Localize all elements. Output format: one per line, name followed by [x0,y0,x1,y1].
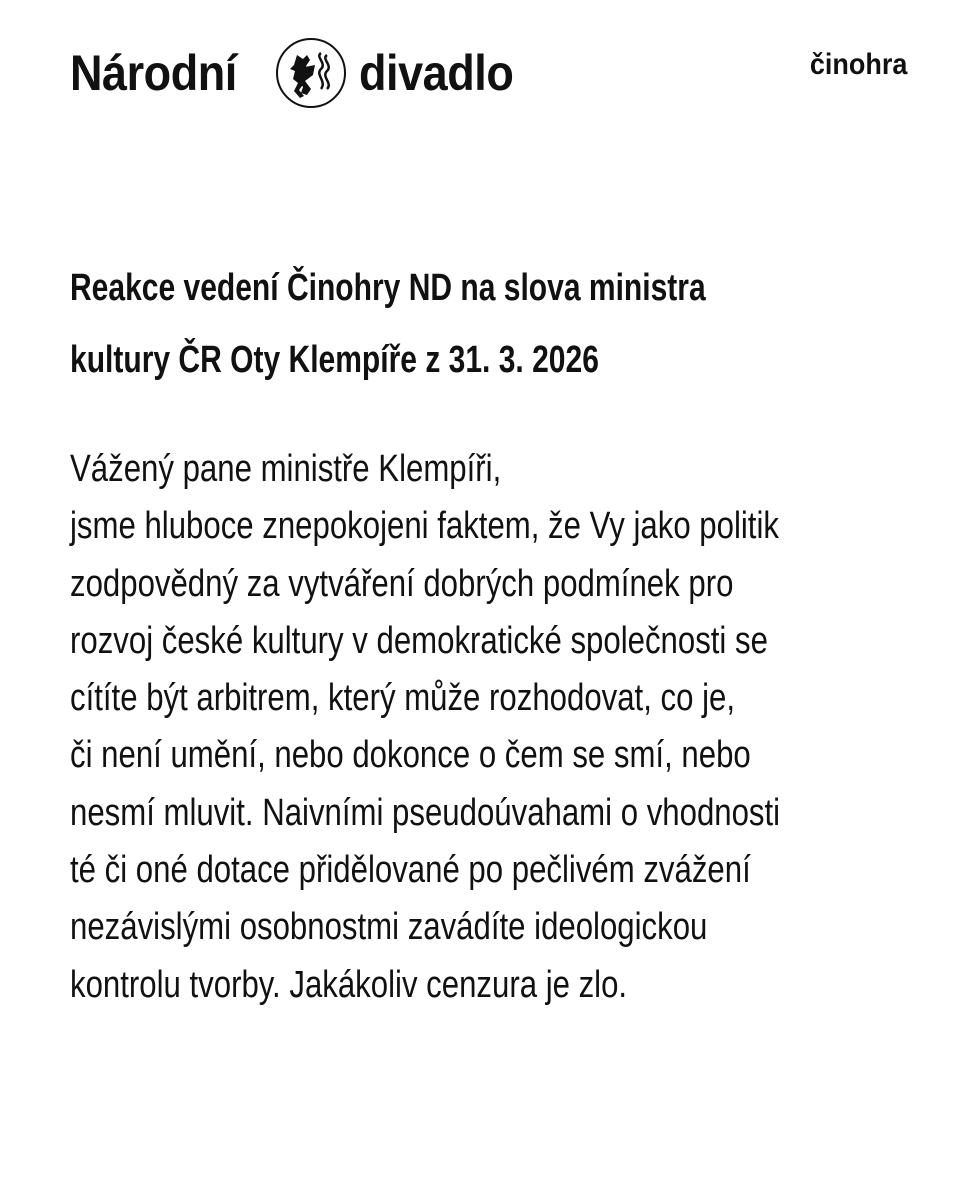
title-line: Reakce vedení Činohry ND na slova ministra [70,267,706,309]
body-line: té či oné dotace přidělované po pečlivém zvážení [70,849,751,892]
body-line: jsme hluboce znepokojeni faktem, že Vy jako politik [70,505,779,548]
body-line: nesmí mluvit. Naivními pseudoúvahami o vhodnosti [70,791,781,834]
article-title [70,252,875,396]
logo-text-divadlo: divadlo [359,45,514,101]
lion-emblem-icon [275,37,347,109]
body-line: zodpovědný za vytváření dobrých podmínek pro [70,562,734,605]
salutation: Vážený pane ministře Klempíři, [70,448,502,490]
body-line: či není umění, nebo dokonce o čem se smí, nebo [70,734,751,777]
title-line: kultury ČR Oty Klempíře z 31. 3. 2026 [70,339,599,381]
national-theatre-logo[interactable] [70,28,531,118]
body-line: nezávislými osobnostmi zavádíte ideologickou [70,906,708,949]
body-line: rozvoj české kultury v demokratické společnosti se [70,619,768,662]
article-body [70,441,936,1014]
logo-text-narodni: Národní [70,45,237,101]
body-line: cítíte být arbitrem, který může rozhodovat, co je, [70,677,736,720]
body-line: kontrolu tvorby. Jakákoliv cenzura je zlo. [70,963,628,1006]
section-label[interactable]: činohra [809,48,907,81]
